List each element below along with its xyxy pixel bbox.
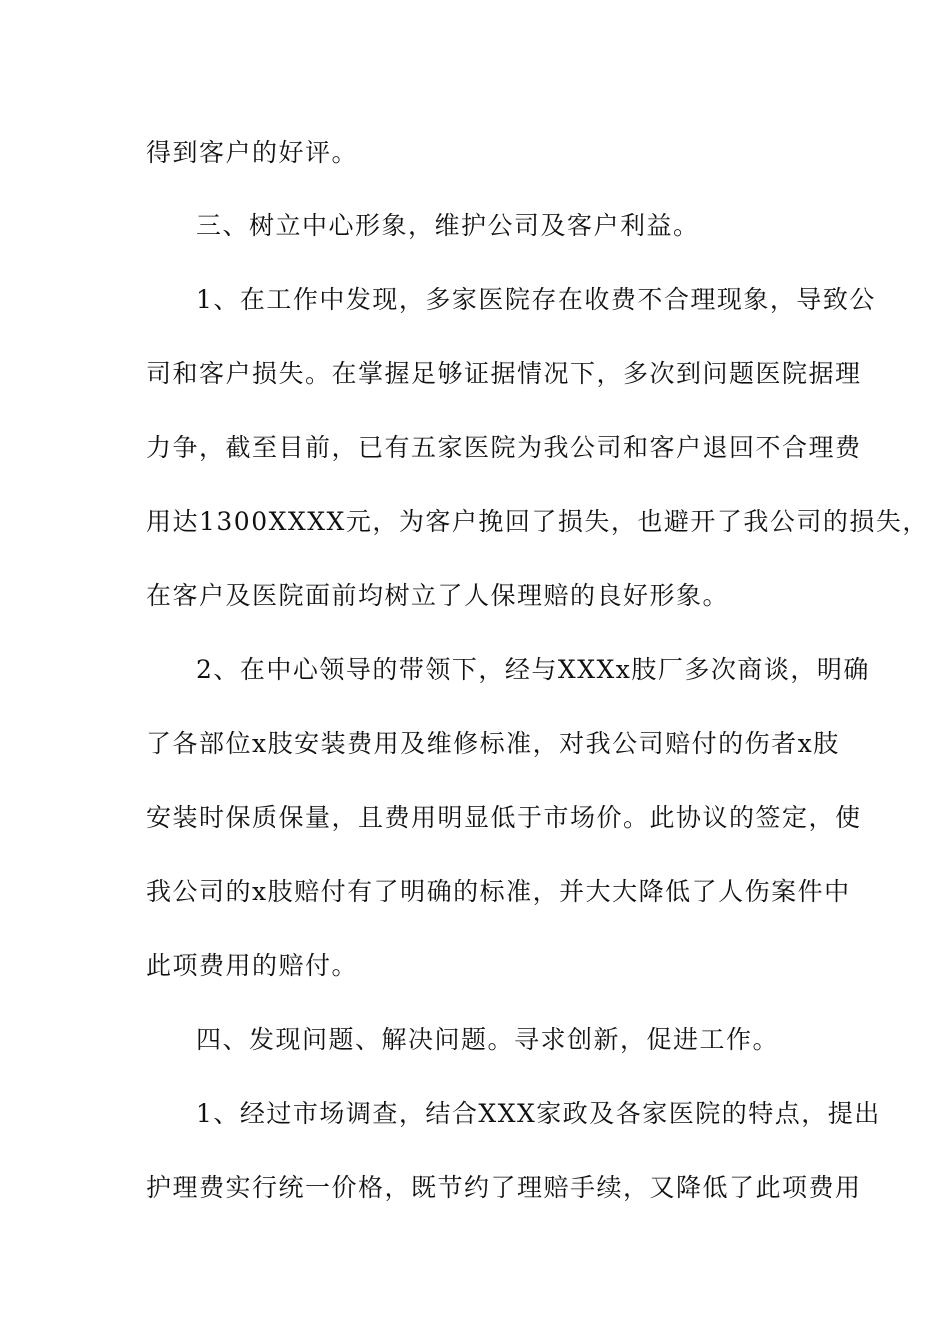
text-line: 护理费实行统一价格，既节约了理赔手续，又降低了此项费用 [146, 1173, 862, 1202]
text-line: 1、经过市场调查，结合XXX家政及各家医院的特点，提出 [196, 1099, 881, 1128]
text-line: 司和客户损失。在掌握足够证据情况下，多次到问题医院据理 [146, 359, 862, 388]
section-heading: 三、树立中心形象，维护公司及客户利益。 [196, 211, 700, 240]
text-line: 2、在中心领导的带领下，经与XXXx肢厂多次商谈，明确 [196, 655, 870, 684]
text-line: 了各部位x肢安装费用及维修标准，对我公司赔付的伤者x肢 [146, 729, 840, 758]
text-line: 此项费用的赔付。 [146, 951, 359, 980]
text-line: 我公司的x肢赔付有了明确的标准，并大大降低了人伤案件中 [146, 877, 851, 906]
text-line: 在客户及医院面前均树立了人保理赔的良好形象。 [146, 581, 730, 610]
text-line: 力争，截至目前，已有五家医院为我公司和客户退回不合理费 [146, 433, 862, 462]
text-line: 1、在工作中发现，多家医院存在收费不合理现象，导致公 [196, 285, 876, 314]
text-line: 用达1300XXXX元，为客户挽回了损失，也避开了我公司的损失， [146, 507, 929, 536]
text-line: 得到客户的好评。 [146, 138, 359, 167]
section-heading: 四、发现问题、解决问题。寻求创新，促进工作。 [196, 1025, 780, 1054]
text-line: 安装时保质保量，且费用明显低于市场价。此协议的签定，使 [146, 803, 862, 832]
